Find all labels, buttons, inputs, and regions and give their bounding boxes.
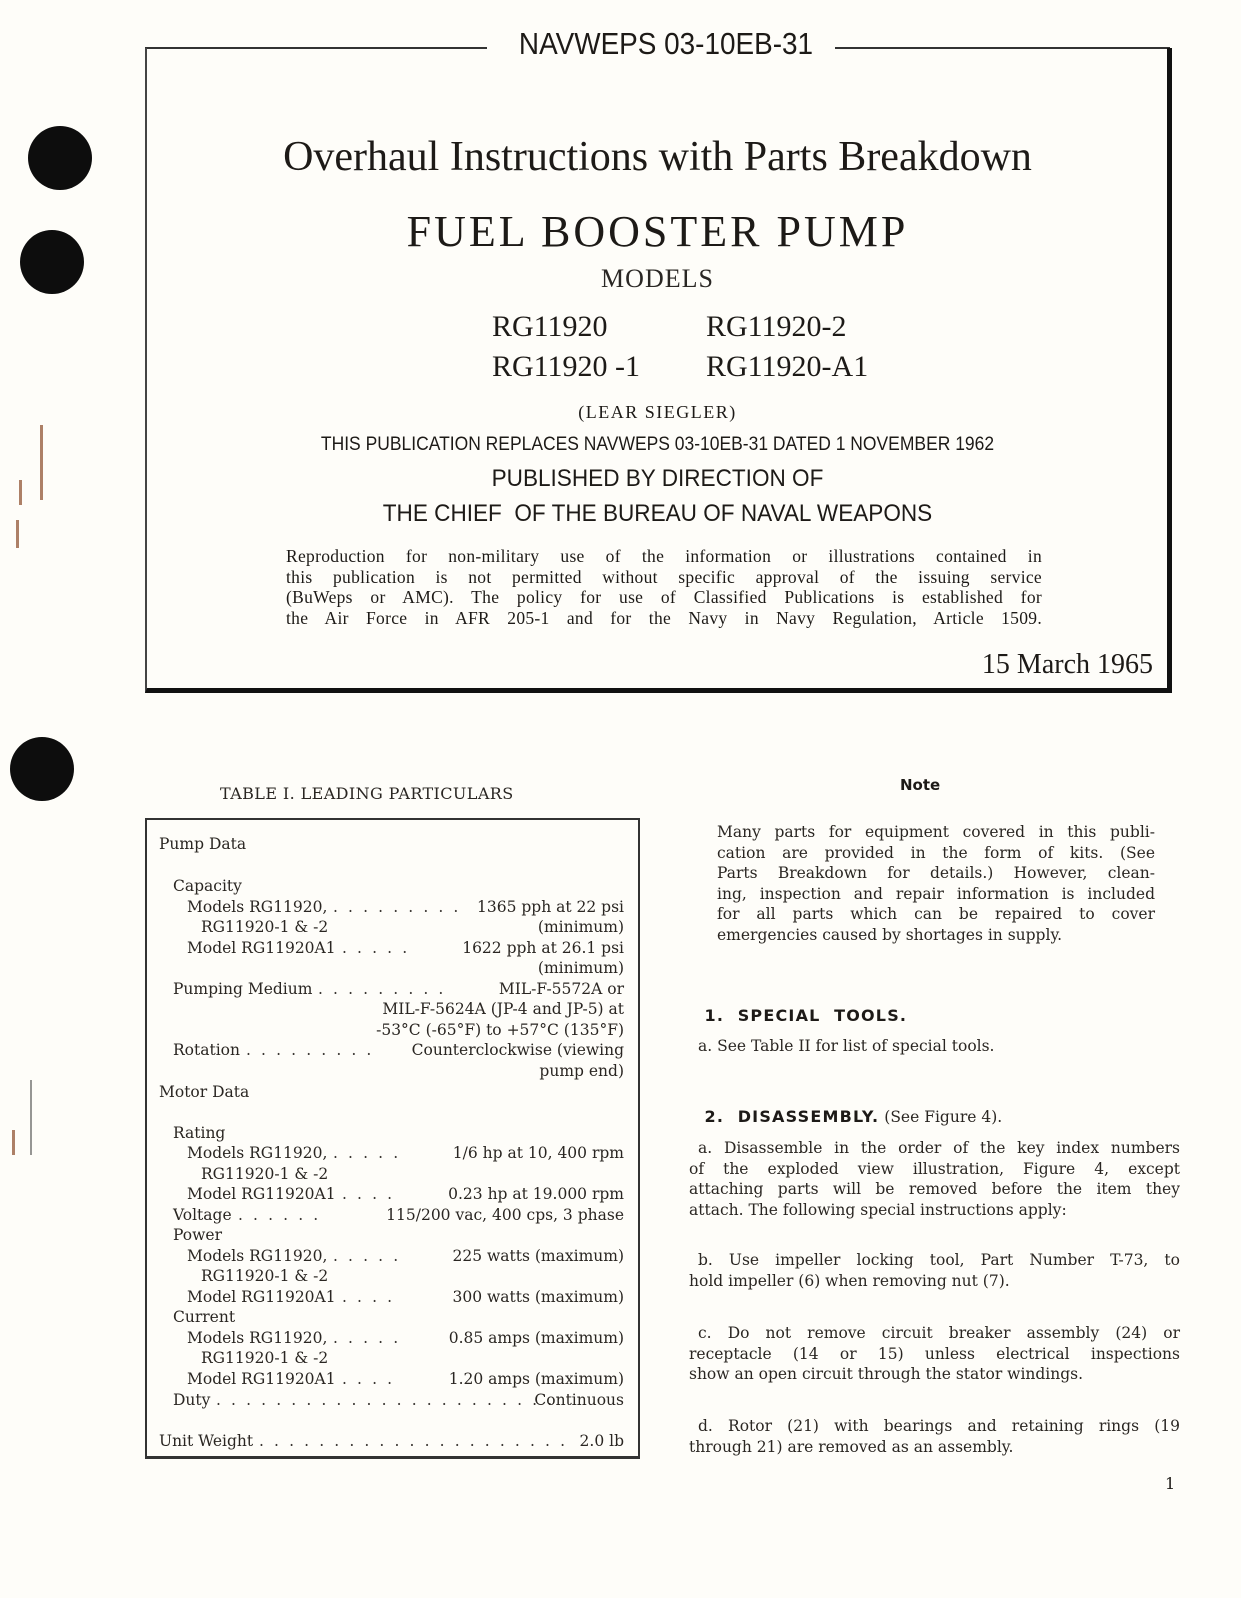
row-label: Model RG11920A1 [187,939,336,957]
table-row [147,1348,624,1368]
binder-hole-icon [20,230,84,294]
disassembly-para-b [689,1250,1180,1291]
text-line: d. Rotor (21) with bearings and retaining rings (19 [698,1417,1180,1435]
row-label: Voltage [173,1206,232,1224]
text-line: ing, inspection and repair information is included [717,884,1155,903]
margin-stain [19,480,22,505]
table-row [147,1307,624,1327]
table-row [147,1205,624,1225]
table-row [147,938,624,958]
equipment-title: FUEL BOOSTER PUMP [406,207,909,256]
binder-hole-icon [28,126,92,190]
table-row [147,834,624,854]
row-label: Models RG11920, [187,1247,328,1265]
row-label: Model RG11920A1 [187,1370,336,1388]
row-label: Model RG11920A1 [187,1288,336,1306]
row-label: Power [173,1226,222,1244]
table-row [147,1123,624,1143]
row-value: 1.20 amps (maximum) [448,1370,624,1388]
section-heading-disassembly [691,1088,1002,1126]
disassembly-para-c [689,1323,1180,1385]
row-label: Motor Data [159,1083,250,1101]
dot-leader: . . . . [342,1370,395,1388]
row-label: RG11920-1 & -2 [201,1349,329,1367]
row-label: Models RG11920, [187,1329,328,1347]
table-row [147,1431,624,1451]
dot-leader: . . . . . . . . . [246,1041,374,1059]
notice-line: the Air Force in AFR 205-1 and for the Navy in Navy Regulation, Article 1509. [286,607,1042,628]
dot-leader: . . . . . [333,1329,401,1347]
notice-line: (BuWeps or AMC). The policy for use of Classified Publications is established for [286,587,1042,607]
row-value: 225 watts (maximum) [452,1247,624,1265]
table-row [147,897,624,917]
row-label: Model RG11920A1 [187,1185,336,1203]
models-list [492,310,892,384]
row-value: Counterclockwise (viewing [411,1041,624,1059]
row-value: 0.23 hp at 19.000 rpm [448,1185,624,1203]
row-value: 1/6 hp at 10, 400 rpm [452,1144,624,1162]
document-number: NAVWEPS 03-10EB-31 [518,26,814,61]
row-label: Duty [173,1391,211,1409]
row-label: Pumping Medium [173,980,313,998]
row-label: Pump Data [159,835,247,853]
table-row [147,1040,624,1060]
row-value: 300 watts (maximum) [452,1288,624,1306]
text-line: through 21) are removed as an assembly. [689,1437,1014,1456]
text-line: a. See Table II for list of special tools. [698,1037,995,1055]
model-number: RG11920-2 [706,310,847,343]
table-row [147,876,624,896]
row-label: RG11920-1 & -2 [201,1267,329,1285]
note-heading: Note [900,776,941,794]
table-row [147,1390,624,1410]
text-line: of the exploded view illustration, Figure 4, except [689,1159,1180,1178]
dot-leader: . . . . . [342,939,410,957]
row-value: MIL-F-5572A or [498,980,624,998]
row-value: 1622 pph at 26.1 psi [462,939,624,957]
disassembly-para-d [689,1416,1180,1457]
disassembly-para-a [689,1138,1180,1220]
figure-reference: (See Figure 4). [879,1108,1003,1126]
model-number: RG11920-A1 [706,350,869,383]
table-row [147,1328,624,1348]
table-row [147,1082,624,1102]
row-value: Continuous [534,1391,624,1409]
text-line: show an open circuit through the stator windings. [689,1365,1084,1383]
reproduction-notice [286,546,1042,628]
special-tools-para-a [698,1036,994,1057]
text-line: a. Disassemble in the order of the key index numbers [698,1139,1180,1157]
dot-leader: . . . . . . [238,1206,321,1224]
table-row [147,1266,624,1286]
text-line: c. Do not remove circuit breaker assembly (24) or [698,1324,1180,1342]
row-label: Unit Weight [159,1432,254,1450]
heading-text: 1. SPECIAL TOOLS. [704,1006,908,1025]
table-row [147,917,624,937]
row-label: Rotation [173,1041,240,1059]
dot-leader: . . . . . [333,1144,401,1162]
binder-hole-icon [10,737,74,801]
supersedes-notice: THIS PUBLICATION REPLACES NAVWEPS 03-10EB-31 DATED 1 NOVEMBER 1962 [320,434,995,455]
model-number: RG11920 -1 [492,350,641,383]
models-label: MODELS [601,264,714,293]
row-label: Current [173,1308,236,1326]
margin-stain [16,520,19,548]
table-row [147,1369,624,1389]
authority-line-2: THE CHIEF OF THE BUREAU OF NAVAL WEAPONS [382,500,933,527]
row-label: Rating [173,1124,226,1142]
row-value: MIL-F-5624A (JP-4 and JP-5) at [382,1000,624,1018]
table-row [147,1225,624,1245]
dot-leader: . . . . . . . . . [333,898,461,916]
dot-leader: . . . . . [333,1247,401,1265]
row-label: Models RG11920, [187,1144,328,1162]
text-line: Parts Breakdown for details.) However, clean- [717,864,1155,882]
row-label: Capacity [173,877,242,895]
model-number: RG11920 [492,310,608,343]
section-heading-special-tools [691,987,907,1025]
table-row [147,1287,624,1307]
table-row [147,1164,624,1184]
dot-leader: . . . . . . . . . [318,980,446,998]
margin-stain [30,1080,32,1155]
manufacturer: (LEAR SIEGLER) [578,402,737,422]
dot-leader: . . . . . . . . . . . . . . . . . . . . . . . [216,1391,555,1409]
notice-line: Reproduction for non-military use of the information or illustrations contained in [286,546,1042,566]
publication-date: 15 March 1965 [981,649,1153,680]
row-value: -53°C (-65°F) to +57°C (135°F) [376,1021,624,1039]
leading-particulars-table [145,818,640,1459]
text-line: cation are provided in the form of kits. (See [717,843,1155,862]
dot-leader: . . . . [342,1288,395,1306]
table-row [147,1061,624,1081]
row-value: 1365 pph at 22 psi [476,898,624,916]
table-row [147,1184,624,1204]
text-line: hold impeller (6) when removing nut (7). [689,1271,1010,1290]
text-line: for all parts which can be repaired to cover [717,905,1155,923]
table-caption: TABLE I. LEADING PARTICULARS [220,784,514,803]
page-number: 1 [1165,1474,1176,1493]
row-value: (minimum) [537,918,624,936]
table-row [147,958,624,978]
row-label: RG11920-1 & -2 [201,1165,329,1183]
heading-text: 2. DISASSEMBLY. [704,1107,880,1126]
row-label: Models RG11920, [187,898,328,916]
text-line: emergencies caused by shortages in supply. [717,925,1063,944]
row-value: pump end) [539,1062,624,1080]
row-value: (minimum) [537,959,624,977]
note-body [717,822,1155,945]
margin-stain [12,1130,15,1155]
table-row [147,1246,624,1266]
dot-leader: . . . . . . . . . . . . . . . . . . . . . [259,1432,568,1450]
table-row [147,979,624,999]
row-label: RG11920-1 & -2 [201,918,329,936]
table-row [147,999,624,1019]
text-line: attach. The following special instructions apply: [689,1200,1067,1219]
notice-line: this publication is not permitted without specific approval of the issuing service [286,566,1042,587]
text-line: Many parts for equipment covered in this publi- [717,823,1155,841]
authority-line-1: PUBLISHED BY DIRECTION OF [491,465,824,492]
row-value: 2.0 lb [579,1432,624,1450]
text-line: receptacle (14 or 15) unless electrical inspections [689,1344,1180,1363]
document-title: Overhaul Instructions with Parts Breakdown [283,134,1032,180]
margin-stain [40,425,43,500]
text-line: attaching parts will be removed before the item they [689,1180,1180,1198]
dot-leader: . . . . [342,1185,395,1203]
text-line: b. Use impeller locking tool, Part Number T-73, to [698,1251,1180,1269]
row-value: 115/200 vac, 400 cps, 3 phase [386,1206,624,1224]
table-row [147,1143,624,1163]
table-row [147,1020,624,1040]
row-value: 0.85 amps (maximum) [448,1329,624,1347]
